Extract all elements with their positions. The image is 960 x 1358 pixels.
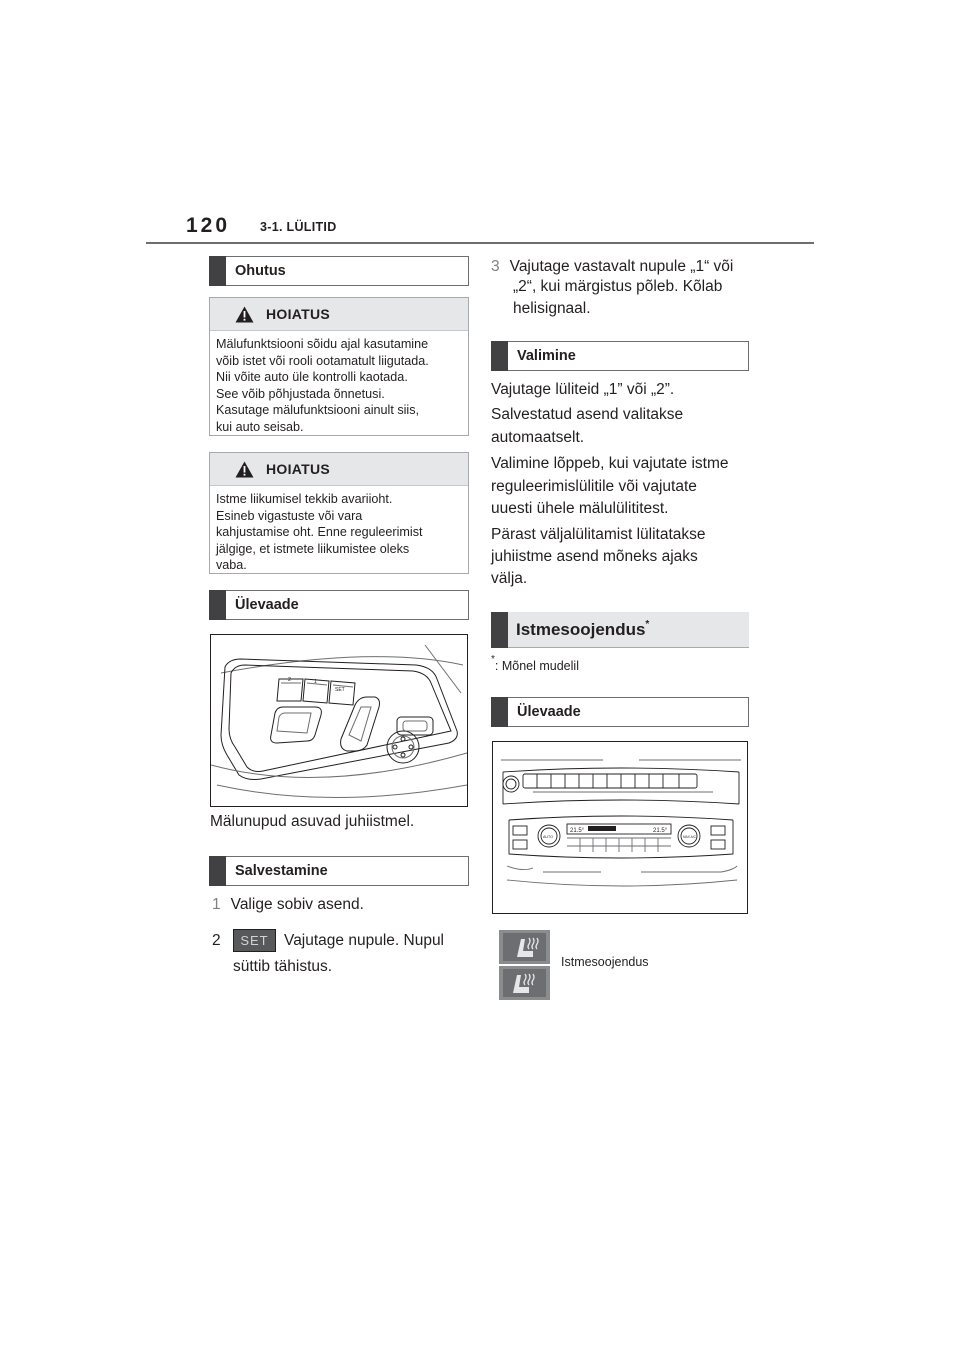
warning-line: võib istet või rooli ootamatult liigutada. <box>216 353 429 368</box>
warning-line: See võib põhjustada õnnetusi. <box>216 386 385 401</box>
step-text: Vajutage vastavalt nupule „1“ või <box>509 258 734 275</box>
heading-bar <box>491 612 508 648</box>
heading-bar <box>491 697 508 727</box>
heading-asterisk: * <box>645 619 650 630</box>
overview-heading-text: Ülevaade <box>235 597 299 613</box>
page-number: 120 <box>186 214 231 237</box>
heading-bar <box>491 341 508 371</box>
warning-line: Nii võite auto üle kontrolli kaotada. <box>216 370 408 384</box>
step-number: 3 <box>491 258 500 275</box>
step-number: 1 <box>212 896 221 913</box>
footnote-mark: * <box>491 654 495 665</box>
warning-line: Esineb vigastuste või vara <box>216 508 363 523</box>
temp-left-readout: 21.5° <box>570 828 585 834</box>
select-paragraph: Vajutage lüliteid „1” või „2”. <box>491 381 675 398</box>
warning-text <box>210 486 468 574</box>
warning-text <box>210 331 468 435</box>
climate-control-figure <box>492 741 748 914</box>
seat-heating-icon <box>499 966 550 1000</box>
save-heading-text: Salvestamine <box>235 863 328 879</box>
select-paragraph: Pärast väljalülitamist lülitatakse <box>491 526 706 543</box>
warning-title: HOIATUS <box>266 461 331 477</box>
step-2-text: Vajutage nupule. Nupul <box>284 932 445 949</box>
warning-line: Kasutage mälufunktsiooni ainult siis, <box>216 403 420 417</box>
step-text: Valige sobiv asend. <box>230 896 364 913</box>
section-title: 3-1. LÜLITID <box>260 220 337 234</box>
select-paragraph: välja. <box>491 570 528 587</box>
heading-bar <box>209 590 226 620</box>
warning-line: kahjustamise oht. Enne reguleerimist <box>216 525 423 539</box>
step-3-line: „2“, kui märgistus põleb. Kõlab <box>513 278 723 295</box>
safety-heading <box>209 256 469 286</box>
seat-heating-heading <box>491 612 749 648</box>
memory-button-2-label: 2 <box>288 677 292 683</box>
memory-button-1-label: 1 <box>314 679 318 685</box>
max-ac-button-label: MAX A/C <box>683 835 696 839</box>
select-paragraph: Valimine lõppeb, kui vajutate istme <box>491 455 729 472</box>
heading-bar <box>209 856 226 886</box>
overview-heading-right <box>491 697 749 727</box>
warning-line: Mälufunktsiooni sõidu ajal kasutamine <box>216 337 429 351</box>
warning-line: Istme liikumisel tekkib avariioht. <box>216 492 393 506</box>
footnote <box>491 654 579 673</box>
heading-label: Istmesoojendus <box>516 620 646 639</box>
seat-heating-graphic <box>499 966 550 1000</box>
warning-line: kui auto seisab. <box>216 419 304 434</box>
warning-title: HOIATUS <box>266 306 331 322</box>
select-paragraph: reguleerimislülitile või vajutate <box>491 478 697 495</box>
select-paragraph: uuesti ühele mälulülititest. <box>491 500 669 517</box>
set-button-label: SET <box>335 687 345 693</box>
step-2-text-cont: süttib tähistus. <box>233 958 333 975</box>
seat-memory-figure <box>210 634 468 807</box>
heading-bar <box>209 256 226 286</box>
step-2-number: 2 <box>212 932 221 949</box>
warning-triangle-icon <box>235 461 254 478</box>
step-3-line: helisignaal. <box>513 300 591 317</box>
safety-heading-text: Ohutus <box>235 263 286 279</box>
step-1 <box>212 894 364 917</box>
overview-heading <box>209 590 469 620</box>
figure-caption: Mälunupud asuvad juhiistmel. <box>210 813 415 830</box>
auto-button-label: AUTO <box>543 835 553 839</box>
seat-heating-icon <box>499 930 550 964</box>
warning-box-seat-movement <box>209 452 469 574</box>
save-heading <box>209 856 469 886</box>
temp-right-readout: 21.5° <box>653 828 668 834</box>
set-button-icon: SET <box>233 929 276 952</box>
select-paragraph: automaatselt. <box>491 429 585 446</box>
overview-heading-text: Ülevaade <box>517 704 581 720</box>
footnote-text: : Mõnel mudelil <box>494 659 579 673</box>
select-paragraph: juhiistme asend mõneks ajaks <box>491 548 698 565</box>
select-paragraph: Salvestatud asend valitakse <box>491 406 684 423</box>
warning-triangle-icon <box>235 306 254 323</box>
warning-line: jälgige, et istmete liikumistee oleks <box>216 541 410 556</box>
seat-control-illustration <box>211 635 468 807</box>
header-divider <box>146 242 814 244</box>
climate-panel-illustration <box>493 742 748 914</box>
seat-heating-graphic <box>499 930 550 964</box>
warning-box-memory <box>209 297 469 436</box>
warning-header <box>210 298 468 331</box>
seat-heating-heading-text <box>516 619 649 640</box>
warning-header <box>210 453 468 486</box>
seat-heating-label: Istmesoojendus <box>561 955 649 969</box>
select-heading-text: Valimine <box>517 348 576 364</box>
warning-line: vaba. <box>216 558 247 572</box>
select-heading <box>491 341 749 371</box>
